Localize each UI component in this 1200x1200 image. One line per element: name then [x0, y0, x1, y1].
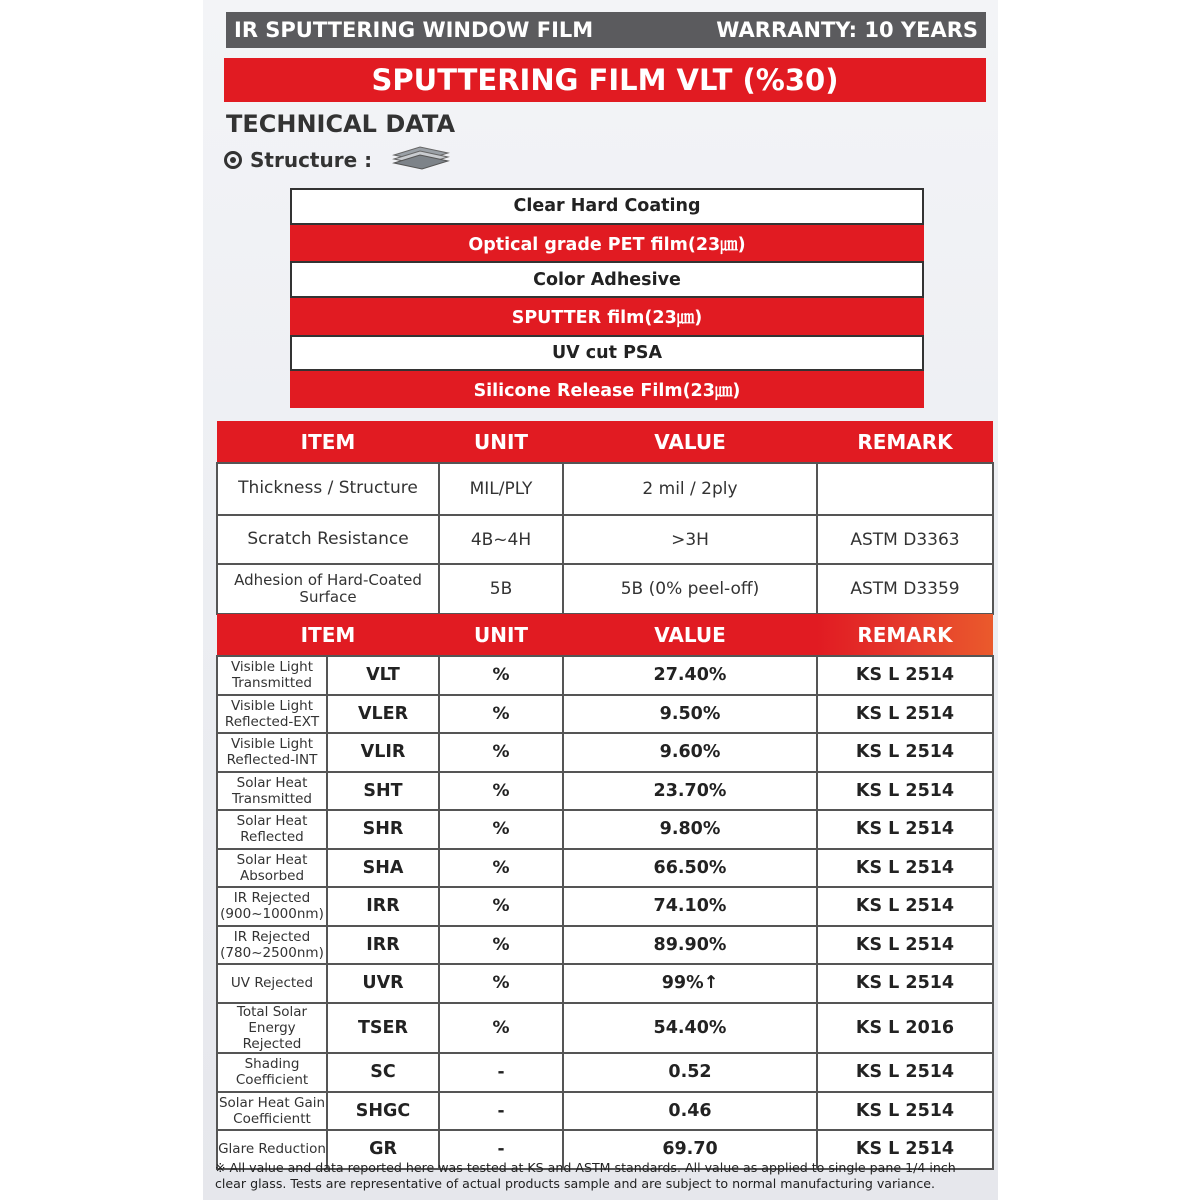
unit-cell: % [439, 1003, 563, 1054]
value-cell: 0.46 [563, 1092, 817, 1131]
table-row [217, 564, 993, 614]
unit-cell: % [439, 849, 563, 888]
remark-cell: KS L 2514 [817, 964, 993, 1003]
value-cell: 9.60% [563, 733, 817, 772]
col-header-value: VALUE [563, 421, 817, 463]
layer-item: UV cut PSA [290, 335, 924, 372]
property-name-cell: Solar Heat Transmitted [217, 772, 327, 811]
abbreviation-cell: VLIR [327, 733, 439, 772]
abbreviation-cell: TSER [327, 1003, 439, 1054]
value-cell: 54.40% [563, 1003, 817, 1054]
structure-row [224, 144, 452, 176]
abbreviation-cell: IRR [327, 887, 439, 926]
abbreviation-cell: SHR [327, 810, 439, 849]
table-row [217, 849, 993, 888]
table-row [217, 656, 993, 695]
table-row [217, 926, 993, 965]
remark-cell: KS L 2514 [817, 849, 993, 888]
table-row [217, 810, 993, 849]
table-row [217, 772, 993, 811]
optical-properties-table [216, 614, 994, 1170]
remark-cell: KS L 2514 [817, 810, 993, 849]
table-row [217, 1003, 993, 1054]
abbreviation-cell: VLER [327, 695, 439, 734]
value-cell: 0.52 [563, 1053, 817, 1092]
property-name-cell: UV Rejected [217, 964, 327, 1003]
product-line-title: IR SPUTTERING WINDOW FILM [234, 18, 594, 42]
value-cell: 5B (0% peel-off) [563, 564, 817, 614]
col-header-value: VALUE [563, 614, 817, 656]
property-name-cell: Total Solar Energy Rejected [217, 1003, 327, 1054]
value-cell: 99%↑ [563, 964, 817, 1003]
property-name-cell: Solar Heat Absorbed [217, 849, 327, 888]
col-header-unit: UNIT [439, 421, 563, 463]
warranty-label: WARRANTY: 10 YEARS [716, 18, 978, 42]
remark-cell: KS L 2514 [817, 926, 993, 965]
item-cell: Adhesion of Hard-Coated Surface [217, 564, 439, 614]
unit-cell: MIL/PLY [439, 463, 563, 515]
unit-cell: % [439, 810, 563, 849]
product-title: SPUTTERING FILM VLT (%30) [371, 63, 839, 97]
table-row [217, 1092, 993, 1131]
layer-item: SPUTTER film(23㎛) [290, 298, 924, 335]
physical-properties-table [216, 421, 994, 615]
col-header-remark: REMARK [817, 421, 993, 463]
unit-cell: - [439, 1130, 563, 1169]
property-name-cell: IR Rejected (900~1000nm) [217, 887, 327, 926]
abbreviation-cell: SC [327, 1053, 439, 1092]
layer-item: Optical grade PET film(23㎛) [290, 225, 924, 262]
property-name-cell: Visible Light Transmitted [217, 656, 327, 695]
abbreviation-cell: GR [327, 1130, 439, 1169]
item-cell: Scratch Resistance [217, 515, 439, 564]
property-name-cell: Shading Coefficient [217, 1053, 327, 1092]
value-cell: >3H [563, 515, 817, 564]
value-cell: 2 mil / 2ply [563, 463, 817, 515]
unit-cell: - [439, 1053, 563, 1092]
unit-cell: % [439, 772, 563, 811]
col-header-remark: REMARK [817, 614, 993, 656]
abbreviation-cell: UVR [327, 964, 439, 1003]
table-header-row [217, 421, 993, 463]
property-name-cell: Solar Heat Reflected [217, 810, 327, 849]
table-row [217, 515, 993, 564]
unit-cell: % [439, 695, 563, 734]
layer-structure [290, 188, 924, 408]
unit-cell: - [439, 1092, 563, 1131]
abbreviation-cell: SHT [327, 772, 439, 811]
remark-cell [817, 463, 993, 515]
remark-cell: KS L 2514 [817, 695, 993, 734]
unit-cell: % [439, 656, 563, 695]
technical-data-heading: TECHNICAL DATA [226, 110, 456, 138]
remark-cell: KS L 2514 [817, 1130, 993, 1169]
item-cell: Thickness / Structure [217, 463, 439, 515]
value-cell: 89.90% [563, 926, 817, 965]
remark-cell: KS L 2514 [817, 656, 993, 695]
col-header-item: ITEM [217, 614, 439, 656]
col-header-unit: UNIT [439, 614, 563, 656]
layers-icon [390, 143, 452, 178]
property-name-cell: Visible Light Reflected-EXT [217, 695, 327, 734]
remark-cell: ASTM D3363 [817, 515, 993, 564]
property-name-cell: Visible Light Reflected-INT [217, 733, 327, 772]
unit-cell: 5B [439, 564, 563, 614]
value-cell: 9.80% [563, 810, 817, 849]
table-row [217, 1053, 993, 1092]
col-header-item: ITEM [217, 421, 439, 463]
abbreviation-cell: SHGC [327, 1092, 439, 1131]
footnote: ※ All value and data reported here was tested at KS and ASTM standards. All value as applied to single pane 1/4 inch clear glass. Tests are representative of actual products sample and are subject to normal manufacturing variance. [215, 1160, 956, 1191]
table-header-row [217, 614, 993, 656]
abbreviation-cell: VLT [327, 656, 439, 695]
remark-cell: KS L 2514 [817, 1092, 993, 1131]
table-row [217, 463, 993, 515]
bullet-icon [224, 151, 242, 169]
table-row [217, 964, 993, 1003]
table-row [217, 695, 993, 734]
table-row [217, 733, 993, 772]
remark-cell: KS L 2514 [817, 887, 993, 926]
property-name-cell: Solar Heat Gain Coefficientt [217, 1092, 327, 1131]
unit-cell: % [439, 887, 563, 926]
product-banner [224, 58, 986, 102]
layer-item: Clear Hard Coating [290, 188, 924, 225]
remark-cell: KS L 2514 [817, 772, 993, 811]
value-cell: 9.50% [563, 695, 817, 734]
property-name-cell: Glare Reduction [217, 1130, 327, 1169]
remark-cell: ASTM D3359 [817, 564, 993, 614]
value-cell: 74.10% [563, 887, 817, 926]
value-cell: 66.50% [563, 849, 817, 888]
unit-cell: % [439, 964, 563, 1003]
abbreviation-cell: SHA [327, 849, 439, 888]
table-row [217, 887, 993, 926]
optical-table-body [217, 656, 993, 1169]
value-cell: 69.70 [563, 1130, 817, 1169]
unit-cell: % [439, 926, 563, 965]
property-name-cell: IR Rejected (780~2500nm) [217, 926, 327, 965]
remark-cell: KS L 2514 [817, 733, 993, 772]
remark-cell: KS L 2514 [817, 1053, 993, 1092]
unit-cell: 4B~4H [439, 515, 563, 564]
structure-label: Structure : [250, 148, 373, 172]
abbreviation-cell: IRR [327, 926, 439, 965]
value-cell: 27.40% [563, 656, 817, 695]
value-cell: 23.70% [563, 772, 817, 811]
layer-item: Color Adhesive [290, 261, 924, 298]
unit-cell: % [439, 733, 563, 772]
layer-item: Silicone Release Film(23㎛) [290, 371, 924, 408]
header-bar [226, 12, 986, 48]
remark-cell: KS L 2016 [817, 1003, 993, 1054]
